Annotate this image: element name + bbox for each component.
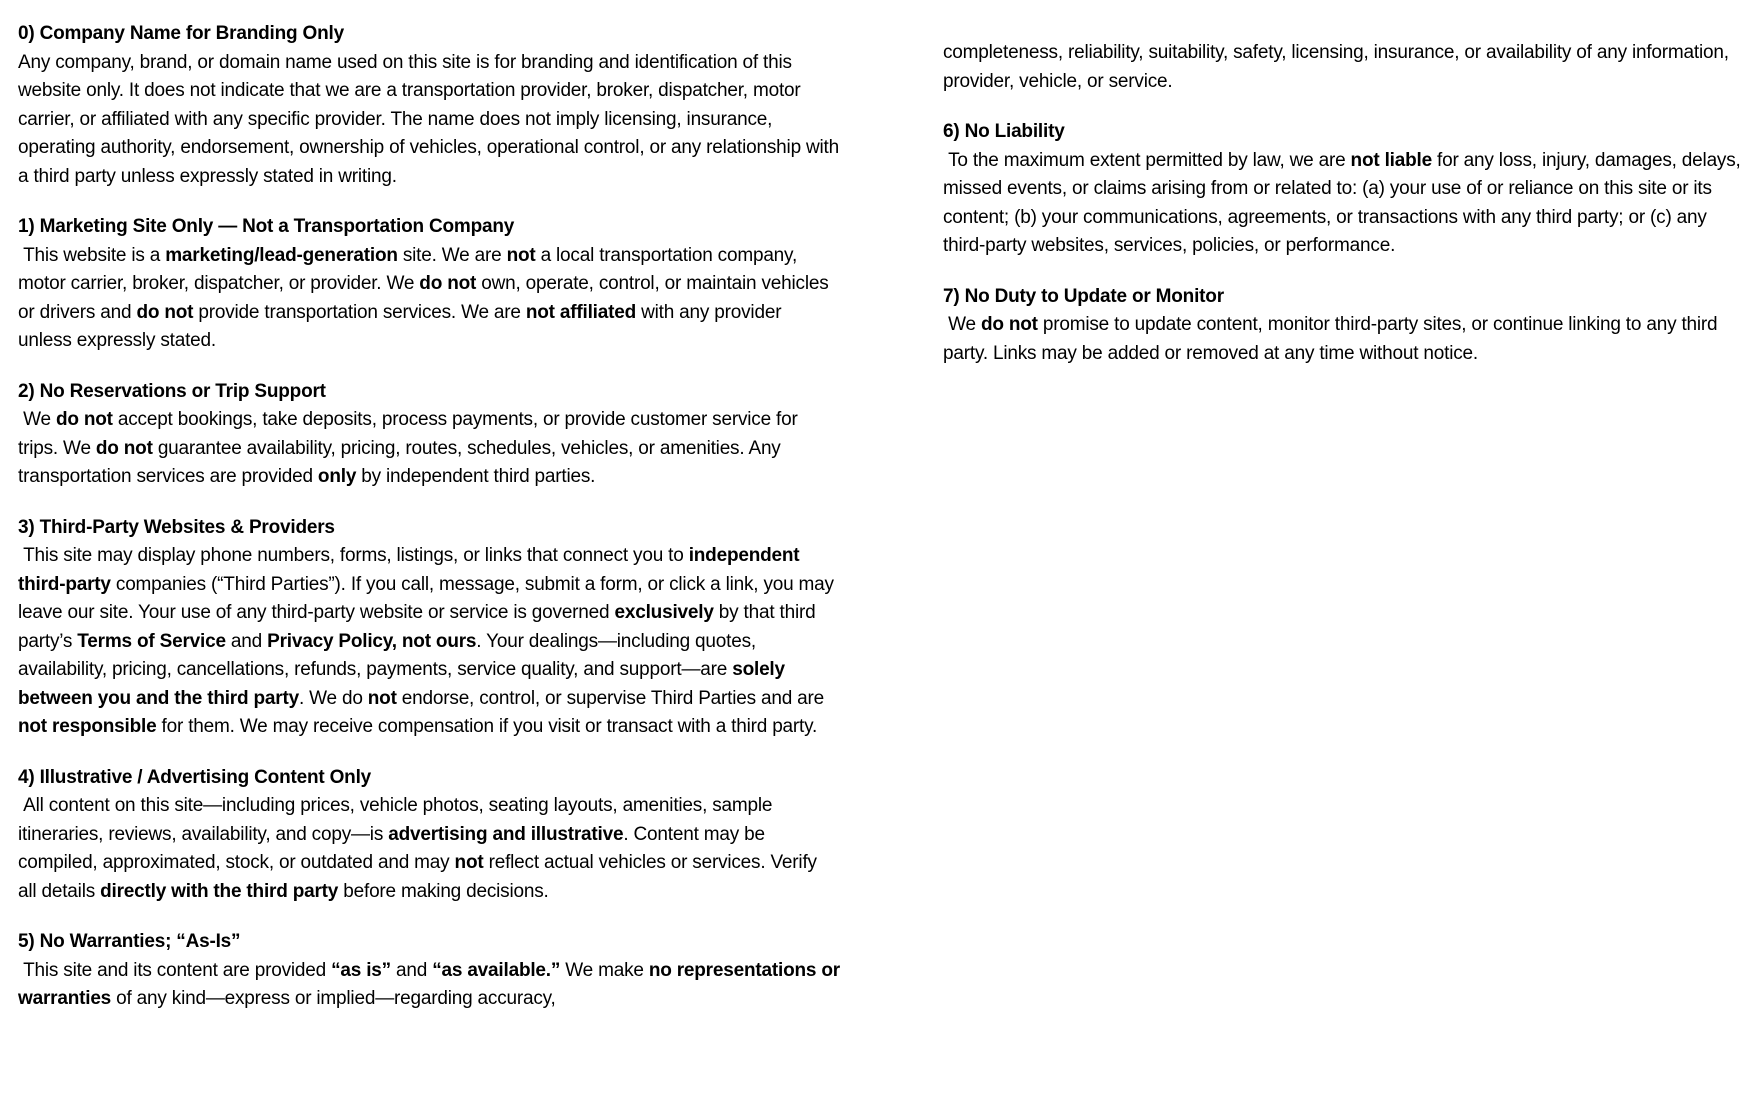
section-paragraph bbox=[943, 147, 1746, 261]
section-paragraph bbox=[18, 242, 840, 356]
bold-text-run: only bbox=[317, 466, 357, 487]
text-run: provide transportation services. We are bbox=[193, 301, 526, 323]
section-heading: 6) No Liability bbox=[943, 121, 1065, 142]
bold-text-run: not liable bbox=[1350, 149, 1432, 171]
bold-text-run: not responsible bbox=[18, 716, 157, 737]
bold-text-run: “as available.” bbox=[432, 959, 561, 981]
text-run: by independent third parties. bbox=[356, 466, 596, 487]
text-run: of any kind—express or implied—regarding accuracy, bbox=[111, 988, 556, 1009]
text-run: To the maximum extent permitted by law, we are bbox=[943, 149, 1351, 171]
text-run: Any company, brand, or domain name used on this site is for branding and identification of this website only. It does not indicate that we are a transportation provider, broker, dispatcher, motor carrier, or affiliated with any specific provider. The name does not imply licensing, insurance, operating authority, endorsement, ownership of vehicles, operational control, or any relationship with a third party unless expressly stated in writing. bbox=[18, 51, 845, 187]
bold-text-run: solely between you and the third party bbox=[18, 659, 790, 709]
text-run: We make bbox=[560, 959, 649, 981]
text-run: . We do bbox=[298, 687, 368, 709]
bold-text-run: exclusively bbox=[614, 602, 714, 623]
text-run: All content on this site—including prices, vehicle photos, seating layouts, amenities, sample itineraries, reviews, availability, and copy—is bbox=[18, 795, 778, 845]
disclaimer-section bbox=[18, 378, 840, 492]
section-paragraph bbox=[18, 792, 840, 906]
disclaimer-section bbox=[18, 928, 846, 1014]
disclaimer-section bbox=[18, 764, 840, 907]
text-run: a local transportation company, motor carrier, broker, dispatcher, or provider. We bbox=[18, 244, 803, 294]
text-run: with any provider unless expressly stated. bbox=[18, 301, 787, 351]
bold-text-run: Terms of Service bbox=[77, 630, 226, 652]
section-heading: 5) No Warranties; “As-Is” bbox=[18, 931, 241, 952]
text-run: site. We are bbox=[397, 244, 507, 266]
bold-text-run: “as is” bbox=[331, 959, 391, 981]
text-run: companies (“Third Parties”). If you call, message, submit a form, or click a link, you may leave our site. Your use of any third-party website or service is governed bbox=[18, 573, 839, 623]
text-run: accept bookings, take deposits, process payments, or provide customer service for trips. We bbox=[18, 409, 803, 459]
text-run: before making decisions. bbox=[338, 880, 549, 902]
text-run: We bbox=[18, 409, 56, 430]
text-run: and bbox=[390, 959, 433, 981]
text-run: This site and its content are provided bbox=[18, 959, 332, 981]
text-run: promise to update content, monitor third-party sites, or continue linking to any third party. Links may be added or removed at any time without notice. bbox=[943, 314, 1723, 364]
bold-text-run: advertising and illustrative bbox=[388, 823, 624, 845]
bold-text-run: do not bbox=[980, 314, 1038, 335]
section-heading: 3) Third-Party Websites & Providers bbox=[18, 516, 335, 538]
disclaimer-section bbox=[943, 283, 1743, 369]
bold-text-run: not bbox=[454, 852, 484, 873]
bold-text-run: do not bbox=[136, 301, 194, 323]
bold-text-run: do not bbox=[419, 273, 477, 294]
text-run: This site may display phone numbers, forms, listings, or links that connect you to bbox=[18, 545, 689, 566]
bold-text-run: not bbox=[367, 687, 397, 709]
text-run: reflect actual vehicles or services. Verify all details bbox=[18, 852, 822, 902]
bold-text-run: no representations or warranties bbox=[18, 959, 846, 1009]
section-heading: 7) No Duty to Update or Monitor bbox=[943, 285, 1224, 307]
text-run: and bbox=[225, 630, 268, 652]
section-paragraph bbox=[18, 957, 846, 1014]
bold-text-run: do not bbox=[95, 437, 153, 459]
section-paragraph bbox=[943, 311, 1743, 368]
text-run: own, operate, control, or maintain vehicles or drivers and bbox=[18, 273, 834, 323]
left-column bbox=[18, 20, 846, 1014]
section-heading: 4) Illustrative / Advertising Content Only bbox=[18, 766, 372, 788]
text-run: by that third party’s bbox=[18, 602, 821, 652]
text-run: for them. We may receive compensation if you visit or transact with a third party. bbox=[156, 716, 818, 737]
text-run: for any loss, injury, damages, delays, missed events, or claims arising from or related to: (a) your use of or reliance on this site or its content; (b) your communications, agreements, or transactions with any third party; or (c) any third-party websites, services, policies, or performance. bbox=[943, 149, 1746, 256]
right-column bbox=[943, 39, 1746, 368]
disclaimer-section bbox=[18, 514, 840, 742]
section-heading: 0) Company Name for Branding Only bbox=[18, 23, 344, 44]
text-run: . Content may be compiled, approximated, stock, or outdated and may bbox=[18, 823, 770, 873]
section-paragraph bbox=[18, 406, 840, 492]
section-heading: 2) No Reservations or Trip Support bbox=[18, 380, 326, 402]
disclaimer-section bbox=[18, 213, 840, 356]
bold-text-run: independent third-party bbox=[18, 545, 805, 595]
bold-text-run: not affiliated bbox=[525, 301, 637, 323]
section-paragraph bbox=[18, 542, 840, 742]
disclaimer-section bbox=[943, 118, 1746, 261]
disclaimer-section bbox=[18, 20, 845, 191]
bold-text-run: not bbox=[506, 244, 536, 266]
text-run: . Your dealings—including quotes, availability, pricing, cancellations, refunds, payments, service quality, and support—are bbox=[18, 630, 762, 680]
text-run: We bbox=[943, 314, 981, 335]
disclaimer-section bbox=[943, 39, 1743, 96]
section-heading: 1) Marketing Site Only — Not a Transportation Company bbox=[18, 216, 515, 237]
bold-text-run: marketing/lead-generation bbox=[165, 244, 398, 266]
section-paragraph bbox=[943, 39, 1743, 96]
section-paragraph bbox=[18, 49, 845, 192]
bold-text-run: Privacy Policy, not ours bbox=[267, 630, 477, 652]
text-run: This website is a bbox=[18, 244, 166, 266]
bold-text-run: directly with the third party bbox=[100, 880, 339, 902]
bold-text-run: do not bbox=[55, 409, 113, 430]
text-run: endorse, control, or supervise Third Parties and are bbox=[396, 687, 830, 709]
text-run: completeness, reliability, suitability, safety, licensing, insurance, or availability of any information, provider, vehicle, or service. bbox=[943, 42, 1734, 92]
text-run: guarantee availability, pricing, routes, schedules, vehicles, or amenities. Any transportation services are provided bbox=[18, 437, 786, 487]
